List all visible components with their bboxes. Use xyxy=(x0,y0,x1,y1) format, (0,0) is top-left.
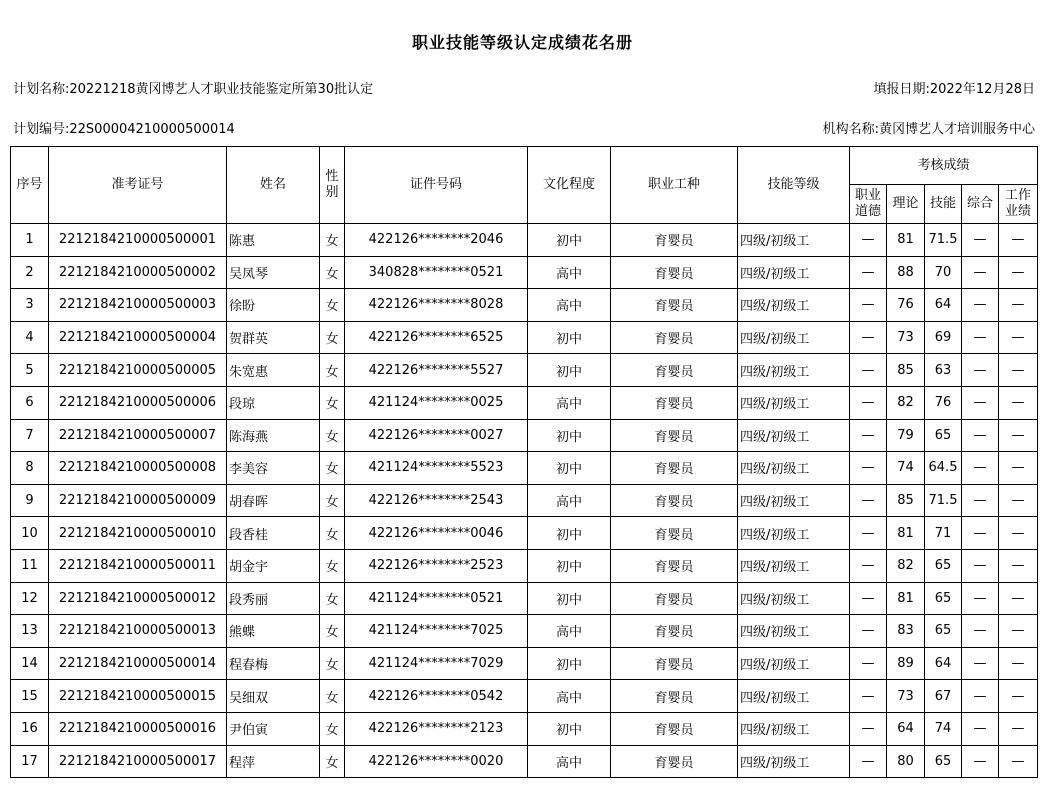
cell-ticket: 2212184210000500007 xyxy=(49,419,227,452)
cell-education: 高中 xyxy=(528,615,611,648)
cell-theory: 85 xyxy=(887,484,925,517)
cell-ethics: — xyxy=(850,386,887,419)
cell-performance: — xyxy=(999,386,1038,419)
cell-skill: 70 xyxy=(925,256,962,289)
table-row xyxy=(11,517,1038,550)
cell-composite: — xyxy=(962,745,999,778)
cell-skill: 76 xyxy=(925,386,962,419)
cell-composite: — xyxy=(962,582,999,615)
cell-skill: 65 xyxy=(925,615,962,648)
cell-gender: 女 xyxy=(320,386,345,419)
cell-theory: 73 xyxy=(887,680,925,713)
cell-skill: 65 xyxy=(925,582,962,615)
cell-performance: — xyxy=(999,452,1038,485)
cell-level: 四级/初级工 xyxy=(738,582,850,615)
cell-ticket: 2212184210000500016 xyxy=(49,712,227,745)
cell-education: 初中 xyxy=(528,712,611,745)
cell-skill: 65 xyxy=(925,419,962,452)
cell-name: 徐盼 xyxy=(227,289,320,322)
cell-education: 初中 xyxy=(528,582,611,615)
cell-theory: 80 xyxy=(887,745,925,778)
cell-level: 四级/初级工 xyxy=(738,745,850,778)
page-title: 职业技能等级认定成绩花名册 xyxy=(411,33,633,52)
table-row xyxy=(11,224,1038,257)
cell-theory: 82 xyxy=(887,549,925,582)
cell-job: 育婴员 xyxy=(611,582,738,615)
cell-job: 育婴员 xyxy=(611,712,738,745)
cell-level: 四级/初级工 xyxy=(738,484,850,517)
header-theory: 理论 xyxy=(887,185,925,224)
header-job: 职业工种 xyxy=(611,147,738,224)
cell-composite: — xyxy=(962,517,999,550)
cell-ticket: 2212184210000500017 xyxy=(49,745,227,778)
cell-performance: — xyxy=(999,582,1038,615)
cell-theory: 88 xyxy=(887,256,925,289)
cell-level: 四级/初级工 xyxy=(738,615,850,648)
cell-name: 程春梅 xyxy=(227,647,320,680)
cell-education: 高中 xyxy=(528,745,611,778)
cell-ticket: 2212184210000500002 xyxy=(49,256,227,289)
cell-ticket: 2212184210000500015 xyxy=(49,680,227,713)
cell-ethics: — xyxy=(850,745,887,778)
cell-id-number: 422126********0542 xyxy=(345,680,528,713)
cell-skill: 71 xyxy=(925,517,962,550)
cell-id-number: 422126********2523 xyxy=(345,549,528,582)
cell-job: 育婴员 xyxy=(611,452,738,485)
cell-id-number: 422126********0027 xyxy=(345,419,528,452)
cell-gender: 女 xyxy=(320,582,345,615)
cell-composite: — xyxy=(962,680,999,713)
table-row xyxy=(11,289,1038,322)
cell-composite: — xyxy=(962,484,999,517)
table-row xyxy=(11,680,1038,713)
cell-education: 高中 xyxy=(528,386,611,419)
cell-skill: 64.5 xyxy=(925,452,962,485)
cell-composite: — xyxy=(962,224,999,257)
cell-performance: — xyxy=(999,745,1038,778)
cell-level: 四级/初级工 xyxy=(738,647,850,680)
cell-ethics: — xyxy=(850,615,887,648)
cell-job: 育婴员 xyxy=(611,647,738,680)
cell-education: 初中 xyxy=(528,549,611,582)
cell-name: 段秀丽 xyxy=(227,582,320,615)
cell-seq: 11 xyxy=(11,549,49,582)
cell-skill: 69 xyxy=(925,321,962,354)
cell-job: 育婴员 xyxy=(611,549,738,582)
cell-ethics: — xyxy=(850,452,887,485)
cell-composite: — xyxy=(962,256,999,289)
cell-skill: 74 xyxy=(925,712,962,745)
cell-ticket: 2212184210000500003 xyxy=(49,289,227,322)
cell-level: 四级/初级工 xyxy=(738,224,850,257)
cell-id-number: 422126********0046 xyxy=(345,517,528,550)
cell-id-number: 422126********5527 xyxy=(345,354,528,387)
cell-education: 初中 xyxy=(528,647,611,680)
cell-name: 段香桂 xyxy=(227,517,320,550)
cell-id-number: 421124********7029 xyxy=(345,647,528,680)
cell-name: 朱宽惠 xyxy=(227,354,320,387)
cell-seq: 3 xyxy=(11,289,49,322)
cell-composite: — xyxy=(962,354,999,387)
cell-ethics: — xyxy=(850,484,887,517)
header-seq: 序号 xyxy=(11,147,49,224)
cell-gender: 女 xyxy=(320,354,345,387)
cell-seq: 9 xyxy=(11,484,49,517)
table-row xyxy=(11,484,1038,517)
cell-id-number: 422126********6525 xyxy=(345,321,528,354)
header-id: 证件号码 xyxy=(345,147,528,224)
cell-ethics: — xyxy=(850,224,887,257)
header-name: 姓名 xyxy=(227,147,320,224)
cell-seq: 6 xyxy=(11,386,49,419)
cell-name: 熊蝶 xyxy=(227,615,320,648)
cell-seq: 1 xyxy=(11,224,49,257)
cell-theory: 85 xyxy=(887,354,925,387)
cell-performance: — xyxy=(999,647,1038,680)
cell-job: 育婴员 xyxy=(611,680,738,713)
cell-composite: — xyxy=(962,647,999,680)
cell-level: 四级/初级工 xyxy=(738,256,850,289)
table-row xyxy=(11,647,1038,680)
header-level: 技能等级 xyxy=(738,147,850,224)
cell-job: 育婴员 xyxy=(611,386,738,419)
plan-name-label: 计划名称: xyxy=(13,82,70,97)
cell-education: 初中 xyxy=(528,419,611,452)
cell-seq: 14 xyxy=(11,647,49,680)
cell-gender: 女 xyxy=(320,419,345,452)
cell-id-number: 422126********2046 xyxy=(345,224,528,257)
cell-seq: 13 xyxy=(11,615,49,648)
cell-ticket: 2212184210000500009 xyxy=(49,484,227,517)
cell-gender: 女 xyxy=(320,680,345,713)
cell-gender: 女 xyxy=(320,321,345,354)
cell-performance: — xyxy=(999,712,1038,745)
cell-level: 四级/初级工 xyxy=(738,517,850,550)
table-row xyxy=(11,712,1038,745)
header-performance: 工作业绩 xyxy=(999,185,1038,224)
table-row xyxy=(11,354,1038,387)
header-gender: 性别 xyxy=(320,147,345,224)
cell-name: 陈海燕 xyxy=(227,419,320,452)
cell-id-number: 421124********0521 xyxy=(345,582,528,615)
cell-composite: — xyxy=(962,419,999,452)
cell-education: 初中 xyxy=(528,354,611,387)
cell-skill: 63 xyxy=(925,354,962,387)
cell-level: 四级/初级工 xyxy=(738,452,850,485)
cell-ticket: 2212184210000500010 xyxy=(49,517,227,550)
cell-composite: — xyxy=(962,289,999,322)
cell-level: 四级/初级工 xyxy=(738,354,850,387)
cell-seq: 12 xyxy=(11,582,49,615)
cell-job: 育婴员 xyxy=(611,484,738,517)
cell-performance: — xyxy=(999,419,1038,452)
cell-name: 李美容 xyxy=(227,452,320,485)
cell-skill: 65 xyxy=(925,549,962,582)
cell-job: 育婴员 xyxy=(611,419,738,452)
cell-level: 四级/初级工 xyxy=(738,289,850,322)
cell-level: 四级/初级工 xyxy=(738,712,850,745)
cell-ticket: 2212184210000500012 xyxy=(49,582,227,615)
cell-education: 初中 xyxy=(528,224,611,257)
cell-ticket: 2212184210000500005 xyxy=(49,354,227,387)
cell-performance: — xyxy=(999,256,1038,289)
plan-no-label: 计划编号: xyxy=(13,122,70,137)
cell-id-number: 422126********0020 xyxy=(345,745,528,778)
cell-education: 初中 xyxy=(528,321,611,354)
table-row xyxy=(11,321,1038,354)
cell-level: 四级/初级工 xyxy=(738,386,850,419)
cell-job: 育婴员 xyxy=(611,745,738,778)
cell-education: 高中 xyxy=(528,680,611,713)
cell-seq: 7 xyxy=(11,419,49,452)
cell-ticket: 2212184210000500008 xyxy=(49,452,227,485)
cell-seq: 2 xyxy=(11,256,49,289)
cell-id-number: 422126********2123 xyxy=(345,712,528,745)
cell-skill: 71.5 xyxy=(925,224,962,257)
header-composite: 综合 xyxy=(962,185,999,224)
cell-performance: — xyxy=(999,680,1038,713)
cell-skill: 64 xyxy=(925,647,962,680)
cell-theory: 73 xyxy=(887,321,925,354)
cell-theory: 82 xyxy=(887,386,925,419)
cell-seq: 16 xyxy=(11,712,49,745)
table-row xyxy=(11,549,1038,582)
cell-skill: 65 xyxy=(925,745,962,778)
cell-theory: 76 xyxy=(887,289,925,322)
cell-ethics: — xyxy=(850,680,887,713)
cell-performance: — xyxy=(999,615,1038,648)
cell-job: 育婴员 xyxy=(611,615,738,648)
cell-id-number: 422126********8028 xyxy=(345,289,528,322)
cell-seq: 8 xyxy=(11,452,49,485)
cell-job: 育婴员 xyxy=(611,321,738,354)
header-skill: 技能 xyxy=(925,185,962,224)
cell-composite: — xyxy=(962,712,999,745)
cell-theory: 81 xyxy=(887,582,925,615)
cell-ethics: — xyxy=(850,517,887,550)
cell-ticket: 2212184210000500013 xyxy=(49,615,227,648)
cell-name: 程萍 xyxy=(227,745,320,778)
cell-composite: — xyxy=(962,321,999,354)
cell-gender: 女 xyxy=(320,647,345,680)
cell-gender: 女 xyxy=(320,484,345,517)
cell-theory: 83 xyxy=(887,615,925,648)
plan-name-value: 20221218黄冈博艺人才职业技能鉴定所第30批认定 xyxy=(69,82,374,97)
cell-education: 初中 xyxy=(528,517,611,550)
cell-name: 贺群英 xyxy=(227,321,320,354)
cell-name: 吴细双 xyxy=(227,680,320,713)
table-row xyxy=(11,419,1038,452)
cell-performance: — xyxy=(999,289,1038,322)
cell-gender: 女 xyxy=(320,256,345,289)
plan-no-line xyxy=(13,118,235,137)
cell-seq: 17 xyxy=(11,745,49,778)
table-row xyxy=(11,386,1038,419)
cell-theory: 64 xyxy=(887,712,925,745)
cell-ethics: — xyxy=(850,582,887,615)
plan-no-value: 22S00004210000500014 xyxy=(69,122,235,137)
cell-performance: — xyxy=(999,484,1038,517)
cell-composite: — xyxy=(962,452,999,485)
cell-name: 吴凤琴 xyxy=(227,256,320,289)
fill-date-line xyxy=(873,78,1035,97)
header-education: 文化程度 xyxy=(528,147,611,224)
cell-skill: 71.5 xyxy=(925,484,962,517)
cell-theory: 74 xyxy=(887,452,925,485)
cell-level: 四级/初级工 xyxy=(738,419,850,452)
cell-id-number: 421124********5523 xyxy=(345,452,528,485)
cell-theory: 81 xyxy=(887,224,925,257)
cell-skill: 64 xyxy=(925,289,962,322)
cell-level: 四级/初级工 xyxy=(738,680,850,713)
cell-skill: 67 xyxy=(925,680,962,713)
cell-performance: — xyxy=(999,549,1038,582)
cell-job: 育婴员 xyxy=(611,224,738,257)
cell-seq: 4 xyxy=(11,321,49,354)
cell-ethics: — xyxy=(850,289,887,322)
table-row xyxy=(11,745,1038,778)
cell-composite: — xyxy=(962,549,999,582)
cell-performance: — xyxy=(999,321,1038,354)
cell-gender: 女 xyxy=(320,289,345,322)
table-row xyxy=(11,256,1038,289)
cell-theory: 79 xyxy=(887,419,925,452)
cell-seq: 5 xyxy=(11,354,49,387)
cell-seq: 10 xyxy=(11,517,49,550)
cell-theory: 89 xyxy=(887,647,925,680)
cell-ticket: 2212184210000500006 xyxy=(49,386,227,419)
cell-name: 陈惠 xyxy=(227,224,320,257)
cell-gender: 女 xyxy=(320,745,345,778)
org-value: 黄冈博艺人才培训服务中心 xyxy=(878,122,1035,137)
cell-ethics: — xyxy=(850,256,887,289)
cell-gender: 女 xyxy=(320,615,345,648)
cell-ethics: — xyxy=(850,321,887,354)
cell-education: 初中 xyxy=(528,452,611,485)
header-ticket: 准考证号 xyxy=(49,147,227,224)
cell-name: 胡春晖 xyxy=(227,484,320,517)
cell-ticket: 2212184210000500004 xyxy=(49,321,227,354)
cell-gender: 女 xyxy=(320,549,345,582)
cell-ethics: — xyxy=(850,354,887,387)
cell-composite: — xyxy=(962,615,999,648)
cell-job: 育婴员 xyxy=(611,354,738,387)
cell-name: 胡金宇 xyxy=(227,549,320,582)
org-label: 机构名称: xyxy=(822,122,879,137)
table-row xyxy=(11,452,1038,485)
cell-gender: 女 xyxy=(320,712,345,745)
cell-job: 育婴员 xyxy=(611,289,738,322)
cell-job: 育婴员 xyxy=(611,517,738,550)
cell-education: 高中 xyxy=(528,289,611,322)
cell-job: 育婴员 xyxy=(611,256,738,289)
fill-date-value: 2022年12月28日 xyxy=(929,82,1035,97)
cell-education: 高中 xyxy=(528,256,611,289)
cell-education: 高中 xyxy=(528,484,611,517)
cell-level: 四级/初级工 xyxy=(738,549,850,582)
cell-name: 尹伯寅 xyxy=(227,712,320,745)
table-row xyxy=(11,615,1038,648)
cell-id-number: 421124********7025 xyxy=(345,615,528,648)
score-roster-table xyxy=(10,146,1038,778)
cell-gender: 女 xyxy=(320,452,345,485)
cell-ethics: — xyxy=(850,712,887,745)
cell-gender: 女 xyxy=(320,517,345,550)
plan-name-line xyxy=(13,78,373,97)
cell-level: 四级/初级工 xyxy=(738,321,850,354)
cell-composite: — xyxy=(962,386,999,419)
cell-ticket: 2212184210000500014 xyxy=(49,647,227,680)
cell-ethics: — xyxy=(850,647,887,680)
header-ethics: 职业道德 xyxy=(850,185,887,224)
fill-date-label: 填报日期: xyxy=(873,82,930,97)
cell-ticket: 2212184210000500001 xyxy=(49,224,227,257)
cell-ticket: 2212184210000500011 xyxy=(49,549,227,582)
cell-id-number: 421124********0025 xyxy=(345,386,528,419)
cell-seq: 15 xyxy=(11,680,49,713)
cell-performance: — xyxy=(999,354,1038,387)
cell-ethics: — xyxy=(850,549,887,582)
table-row xyxy=(11,582,1038,615)
cell-theory: 81 xyxy=(887,517,925,550)
cell-gender: 女 xyxy=(320,224,345,257)
header-scores: 考核成绩 xyxy=(850,147,1038,185)
cell-performance: — xyxy=(999,224,1038,257)
cell-performance: — xyxy=(999,517,1038,550)
cell-id-number: 340828********0521 xyxy=(345,256,528,289)
cell-id-number: 422126********2543 xyxy=(345,484,528,517)
cell-name: 段琼 xyxy=(227,386,320,419)
cell-ethics: — xyxy=(850,419,887,452)
org-line xyxy=(823,118,1035,137)
